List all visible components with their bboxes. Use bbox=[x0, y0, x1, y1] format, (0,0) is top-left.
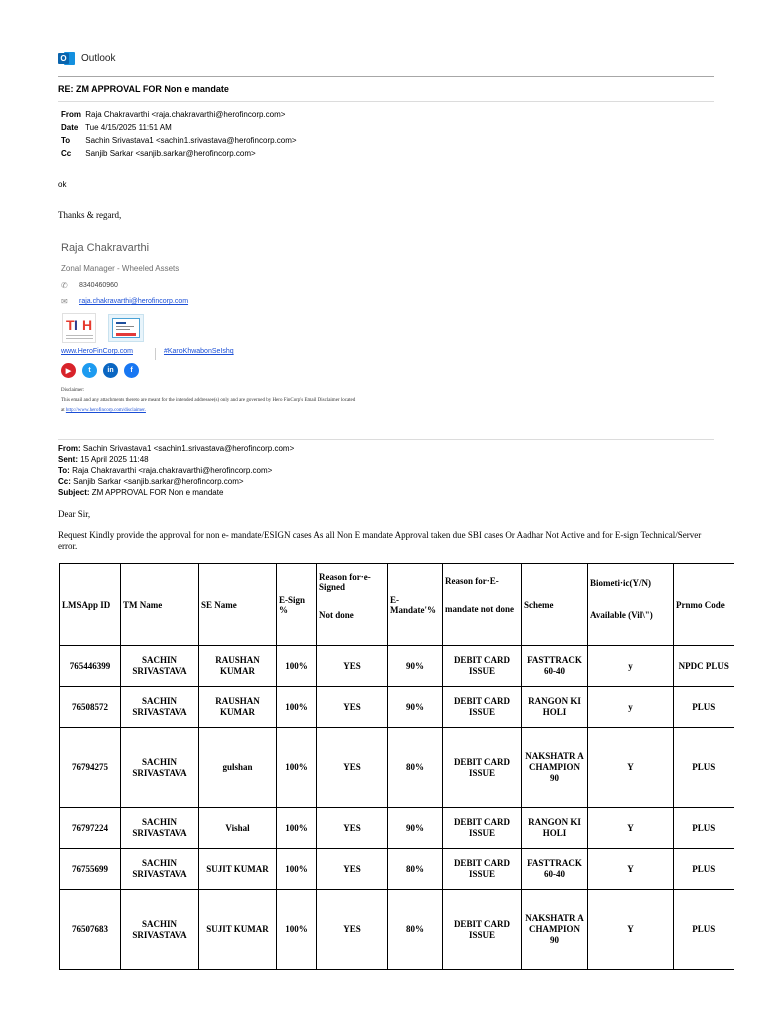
cell-reason-emandate: DEBIT CARD ISSUE bbox=[443, 890, 522, 970]
cc-label: Cc bbox=[61, 149, 72, 158]
twitter-icon[interactable]: t bbox=[82, 363, 97, 378]
cell-se: RAUSHAN KUMAR bbox=[199, 687, 277, 728]
header-divider bbox=[58, 76, 714, 77]
signature-email bbox=[61, 297, 188, 306]
cell-scheme: NAKSHATR A CHAMPION 90 bbox=[522, 890, 588, 970]
cell-emandate: 90% bbox=[388, 646, 443, 687]
cell-tm: SACHIN SRIVASTAVA bbox=[121, 687, 199, 728]
cell-lms: 76794275 bbox=[60, 728, 121, 808]
header-tm: TM Name bbox=[121, 564, 199, 646]
header-reason-emandate bbox=[443, 564, 522, 646]
link-separator bbox=[155, 348, 156, 360]
outlook-header bbox=[58, 50, 115, 67]
header-esign: E-Sign % bbox=[277, 564, 317, 646]
greeting: Dear Sir, bbox=[58, 509, 91, 519]
header-biometric-line2: Available (Vil\") bbox=[590, 610, 653, 620]
table-row bbox=[60, 890, 734, 970]
disclaimer-text: This email and any attachments thereto are meant for the intended addressee(s) only and are governed by Hero FinCorp's Email Disclaimer located bbox=[61, 398, 356, 403]
app-name: Outlook bbox=[81, 53, 116, 64]
cell-biometric: Y bbox=[588, 849, 674, 890]
cell-reason-emandate: DEBIT CARD ISSUE bbox=[443, 808, 522, 849]
header-reason-emandate-line2: mandate not done bbox=[445, 604, 515, 614]
cell-promo: NPDC PLUS bbox=[674, 646, 734, 687]
fwd-sent-value: 15 April 2025 11:48 bbox=[80, 455, 149, 464]
cell-esign: 100% bbox=[277, 646, 317, 687]
email-suffix: @herofincorp.com bbox=[130, 298, 189, 305]
cell-promo: PLUS bbox=[674, 890, 734, 970]
cell-biometric: Y bbox=[588, 890, 674, 970]
signature-name: Raja Chakravarthi bbox=[61, 242, 150, 254]
cell-tm: SACHIN SRIVASTAVA bbox=[121, 728, 199, 808]
cell-emandate: 80% bbox=[388, 728, 443, 808]
fwd-from-row bbox=[58, 443, 294, 455]
email-prefix: raja.chakravarthi bbox=[79, 298, 131, 305]
to-value: Sachin Srivastava1 <sachin1.srivastava@herofincorp.com> bbox=[85, 136, 297, 145]
cell-promo: PLUS bbox=[674, 808, 734, 849]
linkedin-icon[interactable]: in bbox=[103, 363, 118, 378]
header-promo: Prnmo Code bbox=[674, 564, 734, 646]
fwd-to-row bbox=[58, 465, 272, 477]
cell-scheme: FASTTRACK 60-40 bbox=[522, 646, 588, 687]
fwd-to-label: To: bbox=[58, 466, 70, 475]
cell-lms: 76508572 bbox=[60, 687, 121, 728]
disclaimer-link[interactable]: http://www.herofincorp.com/disclaimer. bbox=[65, 408, 146, 413]
fwd-to-value: Raja Chakravarthi <raja.chakravarthi@herofincorp.com> bbox=[72, 466, 273, 475]
cell-esign: 100% bbox=[277, 808, 317, 849]
cell-esign: 100% bbox=[277, 687, 317, 728]
cell-reason-emandate: DEBIT CARD ISSUE bbox=[443, 849, 522, 890]
cell-reason-esign: YES bbox=[317, 687, 388, 728]
to-label: To bbox=[61, 136, 71, 145]
email-link[interactable] bbox=[79, 298, 188, 305]
fwd-sent-row bbox=[58, 454, 149, 466]
disclaimer-at: at bbox=[61, 408, 65, 413]
cell-emandate: 90% bbox=[388, 687, 443, 728]
email-subject: RE: ZM APPROVAL FOR Non e mandate bbox=[58, 84, 229, 94]
header-reason-emandate-line1: Reason for·E- bbox=[445, 576, 499, 586]
cell-reason-esign: YES bbox=[317, 646, 388, 687]
fwd-cc-label: Cc: bbox=[58, 477, 71, 486]
cell-biometric: Y bbox=[588, 728, 674, 808]
table-row bbox=[60, 646, 734, 687]
cell-esign: 100% bbox=[277, 849, 317, 890]
fwd-from-value: Sachin Srivastava1 <sachin1.srivastava@herofincorp.com> bbox=[82, 444, 295, 453]
header-reason-esign-line1: Reason for·e-Signed bbox=[319, 572, 371, 592]
body-thanks: Thanks & regard, bbox=[58, 210, 122, 220]
from-label: From bbox=[61, 110, 81, 119]
cell-lms: 76507683 bbox=[60, 890, 121, 970]
mail-icon: ✉ bbox=[61, 297, 68, 306]
table-row bbox=[60, 808, 734, 849]
header-se: SE Name bbox=[199, 564, 277, 646]
fwd-cc-value: Sanjib Sarkar <sanjib.sarkar@herofincorp.com> bbox=[73, 477, 244, 486]
cell-scheme: RANGON KI HOLI bbox=[522, 687, 588, 728]
cell-tm: SACHIN SRIVASTAVA bbox=[121, 808, 199, 849]
signature-phone bbox=[61, 281, 118, 290]
disclaimer-title: Disclaimer: bbox=[61, 388, 85, 393]
cell-lms: 76797224 bbox=[60, 808, 121, 849]
body-ok: ok bbox=[58, 180, 67, 189]
tih-logo: T I H bbox=[62, 313, 96, 343]
cell-reason-esign: YES bbox=[317, 890, 388, 970]
cell-se: RAUSHAN KUMAR bbox=[199, 646, 277, 687]
cell-biometric: y bbox=[588, 646, 674, 687]
outlook-logo-icon: O bbox=[58, 50, 75, 67]
header-biometric-line1: Biometi·ic(Y/N) bbox=[590, 578, 651, 588]
cell-scheme: NAKSHATR A CHAMPION 90 bbox=[522, 728, 588, 808]
phone-number: 8340460960 bbox=[79, 282, 118, 289]
signature-links bbox=[61, 348, 234, 360]
header-lms: LMSApp ID bbox=[60, 564, 121, 646]
disclaimer-link-row bbox=[61, 408, 146, 413]
website-link[interactable]: www.HeroFinCorp.com bbox=[61, 348, 133, 355]
cell-promo: PLUS bbox=[674, 687, 734, 728]
fwd-sent-label: Sent: bbox=[58, 455, 78, 464]
cell-biometric: y bbox=[588, 687, 674, 728]
header-reason-esign bbox=[317, 564, 388, 646]
award-badge bbox=[108, 314, 144, 342]
cell-se: SUJIT KUMAR bbox=[199, 849, 277, 890]
date-label: Date bbox=[61, 123, 79, 132]
cell-reason-esign: YES bbox=[317, 849, 388, 890]
cc-row bbox=[61, 147, 256, 160]
fwd-cc-row bbox=[58, 476, 244, 488]
cell-biometric: Y bbox=[588, 808, 674, 849]
cell-scheme: FASTTRACK 60-40 bbox=[522, 849, 588, 890]
cell-scheme: RANGON KI HOLI bbox=[522, 808, 588, 849]
cell-tm: SACHIN SRIVASTAVA bbox=[121, 849, 199, 890]
cc-value: Sanjib Sarkar <sanjib.sarkar@herofincorp.com> bbox=[85, 149, 256, 158]
fwd-subject-value: ZM APPROVAL FOR Non e mandate bbox=[91, 488, 224, 497]
cell-reason-emandate: DEBIT CARD ISSUE bbox=[443, 728, 522, 808]
table-row bbox=[60, 728, 734, 808]
cell-esign: 100% bbox=[277, 728, 317, 808]
youtube-icon[interactable]: ▶ bbox=[61, 363, 76, 378]
facebook-icon[interactable]: f bbox=[124, 363, 139, 378]
table-row bbox=[60, 687, 734, 728]
fwd-subject-label: Subject: bbox=[58, 488, 90, 497]
cell-se: SUJIT KUMAR bbox=[199, 890, 277, 970]
fwd-subject-row bbox=[58, 487, 223, 499]
cell-promo: PLUS bbox=[674, 849, 734, 890]
table-header-row bbox=[60, 564, 734, 646]
date-value: Tue 4/15/2025 11:51 AM bbox=[85, 123, 172, 132]
cell-se: gulshan bbox=[199, 728, 277, 808]
fwd-from-label: From: bbox=[58, 444, 81, 453]
header-reason-esign-line2: Not done bbox=[319, 610, 354, 620]
social-icons bbox=[61, 363, 139, 378]
header-scheme: Scheme bbox=[522, 564, 588, 646]
cell-reason-esign: YES bbox=[317, 808, 388, 849]
header-emandate: E-Mandate'% bbox=[388, 564, 443, 646]
cell-reason-esign: YES bbox=[317, 728, 388, 808]
table-row bbox=[60, 849, 734, 890]
cell-emandate: 80% bbox=[388, 849, 443, 890]
signature-title: Zonal Manager - Wheeled Assets bbox=[61, 264, 180, 273]
request-text: Request Kindly provide the approval for non e- mandate/ESIGN cases As all Non E mandate Approval taken due SBI cases Or Aadhar Not Active and for E-sign Technical/Server error. bbox=[58, 530, 702, 551]
cell-reason-emandate: DEBIT CARD ISSUE bbox=[443, 687, 522, 728]
from-value: Raja Chakravarthi <raja.chakravarthi@herofincorp.com> bbox=[85, 110, 286, 119]
cell-esign: 100% bbox=[277, 890, 317, 970]
cell-tm: SACHIN SRIVASTAVA bbox=[121, 890, 199, 970]
cell-reason-emandate: DEBIT CARD ISSUE bbox=[443, 646, 522, 687]
approval-table bbox=[59, 563, 734, 970]
to-row bbox=[61, 134, 297, 147]
cell-emandate: 90% bbox=[388, 808, 443, 849]
cell-tm: SACHIN SRIVASTAVA bbox=[121, 646, 199, 687]
cell-se: Vishal bbox=[199, 808, 277, 849]
cell-promo: PLUS bbox=[674, 728, 734, 808]
from-row bbox=[61, 108, 285, 121]
subject-divider bbox=[58, 101, 714, 102]
header-biometric bbox=[588, 564, 674, 646]
phone-icon: ✆ bbox=[61, 281, 68, 290]
forward-divider bbox=[58, 439, 714, 440]
hashtag-link[interactable]: #KaroKhwabonSeIshq bbox=[163, 348, 234, 355]
cell-lms: 76755699 bbox=[60, 849, 121, 890]
cell-emandate: 80% bbox=[388, 890, 443, 970]
cell-lms: 765446399 bbox=[60, 646, 121, 687]
date-row bbox=[61, 121, 172, 134]
